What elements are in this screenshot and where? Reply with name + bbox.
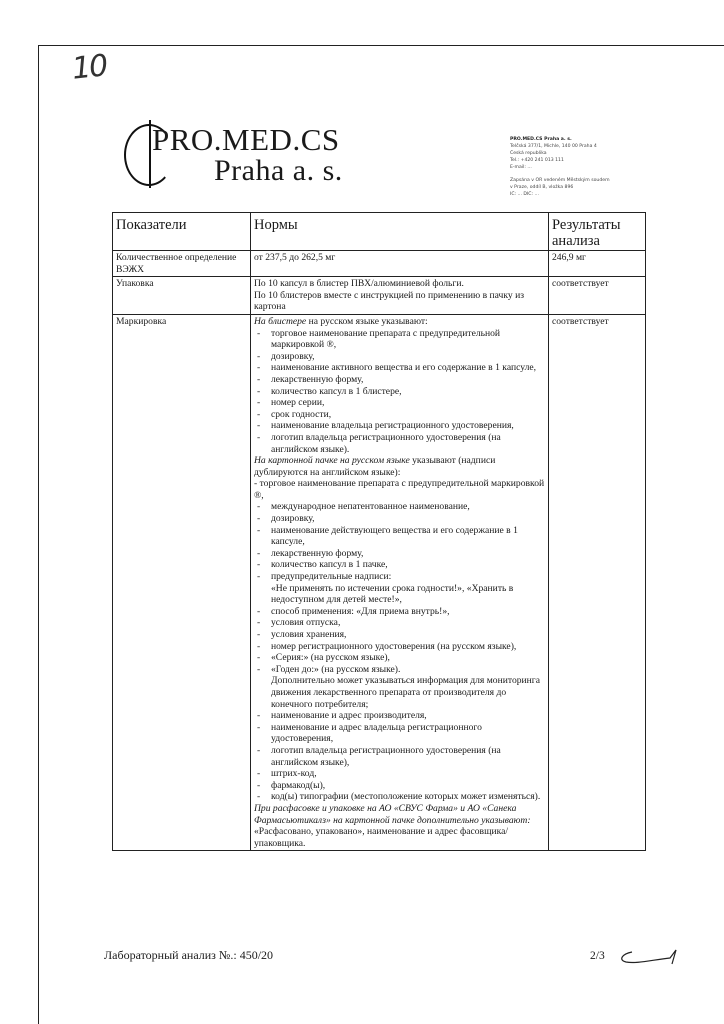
list-item: - количество капсул в 1 пачке, xyxy=(254,559,545,571)
contact-line: Telčská 377/1, Michle, 140 00 Praha 4 xyxy=(510,144,597,149)
list-item: - количество капсул в 1 блистере, xyxy=(254,386,545,398)
header-norms: Нормы xyxy=(251,213,549,251)
norm-line: По 10 блистеров вместе с инструкцией по применению в пачку из картона xyxy=(254,289,524,313)
page-number: 2/3 xyxy=(590,950,605,962)
table-row xyxy=(113,277,646,315)
list-item: - лекарственную форму, xyxy=(254,374,545,386)
list-item: - «Годен до:» (на русском языке). xyxy=(254,664,545,676)
list-item: - код(ы) типографии (местоположение которых может изменяться). xyxy=(254,791,545,803)
lab-analysis-number: Лабораторный анализ №.: 450/20 xyxy=(104,948,274,962)
norm-cell: от 237,5 до 262,5 мг xyxy=(251,251,549,277)
contact-line: Česká republika xyxy=(510,151,547,156)
additional-info: Дополнительно может указываться информация для мониторинга движения лекарственного препарата от производителя до конечного потребителя; xyxy=(271,675,540,710)
packing-note-italic: При расфасовке и упаковке на АО «СВУС Фарма» и АО «Санека Фармасьютикалз» на картонной пачке дополнительно указывают: xyxy=(254,802,531,826)
list-item: - наименование владельца регистрационного удостоверения, xyxy=(254,420,545,432)
indicator-cell: Упаковка xyxy=(113,277,251,315)
packing-note xyxy=(254,803,545,849)
contact-line: PRO.MED.CS Praha a. s. xyxy=(510,137,572,142)
table-row xyxy=(113,251,646,277)
carton-intro-rest: указывают (надписи дублируются на английском языке): xyxy=(254,455,496,478)
handwritten-page-number: 10 xyxy=(70,48,108,87)
analysis-table xyxy=(112,212,646,851)
table-row xyxy=(113,314,646,850)
packing-note-rest: «Расфасовано, упаковано», наименование и адрес фасовщика/упаковщика. xyxy=(254,826,509,849)
carton-intro xyxy=(254,455,545,478)
list-item: - дозировку, xyxy=(254,351,545,363)
logo-mark-bar xyxy=(149,120,151,188)
contact-line: Tel.: +420 241 013 111 xyxy=(510,158,564,163)
blister-list xyxy=(254,328,545,456)
list-item: - предупредительные надписи: xyxy=(254,571,545,583)
header-indicator: Показатели xyxy=(113,213,251,251)
logo-line2: Praha a. s. xyxy=(214,154,343,187)
result-cell: соответствует xyxy=(549,314,646,850)
indicator-cell: Количественное определение ВЭЖХ xyxy=(113,251,251,277)
page-edge-top xyxy=(38,45,724,46)
carton-list xyxy=(254,501,545,802)
indicator-cell: Маркировка xyxy=(113,314,251,850)
blister-intro-rest: на русском языке указывают: xyxy=(306,315,428,327)
list-item: - наименование и адрес владельца регистрационного удостоверения, xyxy=(254,722,545,745)
contact-line: IČ: ... DIČ: ... xyxy=(510,192,539,197)
contact-line: E-mail: ... xyxy=(510,165,532,170)
list-item: - способ применения: «Для приема внутрь!», xyxy=(254,606,545,618)
list-item: - торговое наименование препарата с предупредительной маркировкой ®, xyxy=(254,328,545,351)
list-item: - лекарственную форму, xyxy=(254,548,545,560)
carton-intro-italic: На картонной пачке на русском языке xyxy=(254,455,410,467)
norm-cell xyxy=(251,277,549,315)
list-item: - номер серии, xyxy=(254,397,545,409)
list-item: - международное непатентованное наименование, xyxy=(254,501,545,513)
list-item: - наименование активного вещества и его содержание в 1 капсуле, xyxy=(254,362,545,374)
list-item: - наименование и адрес производителя, xyxy=(254,710,545,722)
list-item: - условия отпуска, xyxy=(254,617,545,629)
norm-cell xyxy=(251,314,549,850)
list-item: - «Серия:» (на русском языке), xyxy=(254,652,545,664)
analysis-table-wrapper xyxy=(112,212,645,851)
list-item: - наименование действующего вещества и его содержание в 1 капсуле, xyxy=(254,525,545,548)
page-edge-left xyxy=(38,45,39,1024)
result-cell: 246,9 мг xyxy=(549,251,646,277)
header-results: Результаты анализа xyxy=(549,213,646,251)
table-header-row xyxy=(113,213,646,251)
blister-intro xyxy=(254,316,545,328)
company-logo xyxy=(120,120,350,190)
list-item: - условия хранения, xyxy=(254,629,545,641)
list-item: - срок годности, xyxy=(254,409,545,421)
list-item: - логотип владельца регистрационного удостоверения (на английском языке), xyxy=(254,745,545,768)
company-contacts xyxy=(510,136,660,198)
list-item: - номер регистрационного удостоверения (на русском языке), xyxy=(254,641,545,653)
list-item: - дозировку, xyxy=(254,513,545,525)
result-cell: соответствует xyxy=(549,277,646,315)
contact-line: v Praze, oddíl B, vložka 896 xyxy=(510,185,574,190)
logo-line1: PRO.MED.CS xyxy=(152,122,340,157)
contact-line: Zapsána v OR vedeném Městským soudem xyxy=(510,178,610,183)
warning-text: «Не применять по истечении срока годности!», «Хранить в недоступном для детей месте!», xyxy=(271,582,514,606)
list-item: - штрих-код, xyxy=(254,768,545,780)
list-item: - логотип владельца регистрационного удостоверения (на английском языке). xyxy=(254,432,545,455)
signature-icon xyxy=(612,944,682,968)
carton-first-item: - торговое наименование препарата с предупредительной маркировкой ®, xyxy=(254,478,545,501)
blister-intro-italic: На блистере xyxy=(254,315,307,327)
norm-line: По 10 капсул в блистер ПВХ/алюминиевой фольги. xyxy=(254,278,464,290)
list-item: - фармакод(ы), xyxy=(254,780,545,792)
